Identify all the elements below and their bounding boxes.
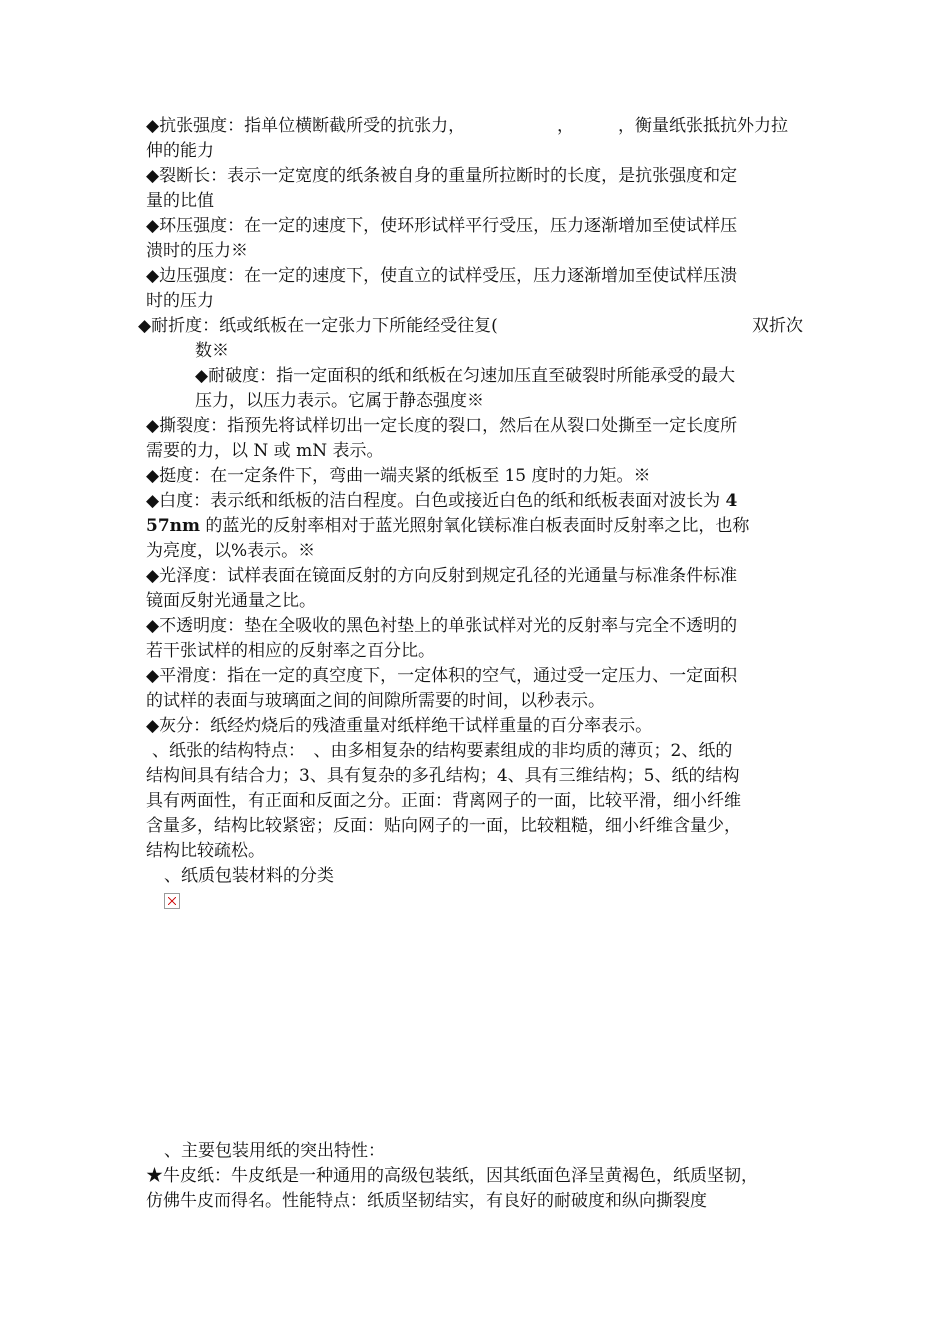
paragraph-tensile-strength-line-1 xyxy=(146,114,465,139)
paragraph-gloss-line-1: ◆光泽度：试样表面在镜面反射的方向反射到规定孔径的光通量与标准条件标准 xyxy=(146,566,738,586)
text-segment: ◆白度：表示纸和纸板的洁白程度。白色或接近白色的纸和纸板表面对波长为 xyxy=(146,491,726,511)
text-segment: 的蓝光的反射率相对于蓝光照射氧化镁标准白板表面时反射率之比，也称 xyxy=(200,516,750,536)
paragraph-burst-strength-line-1: ◆耐破度：指一定面积的纸和纸板在匀速加压直至破裂时所能承受的最大 xyxy=(195,366,736,386)
paragraph-whiteness-line-2 xyxy=(146,514,749,539)
text-segment-bold: 57nm xyxy=(146,516,201,536)
paragraph-edge-crush-line-1: ◆边压强度：在一定的速度下，使直立的试样受压，压力逐渐增加至使试样压溃 xyxy=(146,266,738,286)
section-heading-packaging-classification: 、纸质包装材料的分类 xyxy=(164,866,334,886)
text-segment: ，衡量纸张抵抗外力拉 xyxy=(618,116,788,136)
paragraph-smoothness-line-2: 的试样的表面与玻璃面之间的间隙所需要的时间，以秒表示。 xyxy=(146,691,605,711)
paragraph-kraft-paper-line-1: ★牛皮纸：牛皮纸是一种通用的高级包装纸，因其纸面色泽呈黄褐色，纸质坚韧， xyxy=(146,1166,758,1186)
paragraph-smoothness-line-1: ◆平滑度：指在一定的真空度下，一定体积的空气，通过受一定压力、一定面积 xyxy=(146,666,738,686)
paragraph-whiteness-line-1 xyxy=(146,489,737,514)
paragraph-kraft-paper-line-2: 仿佛牛皮而得名。性能特点：纸质坚韧结实，有良好的耐破度和纵向撕裂度 xyxy=(146,1191,707,1211)
text-segment: 双折次 xyxy=(752,316,803,336)
paragraph-ash-content: ◆灰分：纸经灼烧后的残渣重量对纸样绝干试样重量的百分率表示。 xyxy=(146,716,653,736)
section-heading-packaging-paper-properties: 、主要包装用纸的突出特性： xyxy=(164,1141,385,1161)
text-segment: ◆抗张强度：指单位横断截所受的抗张力， xyxy=(146,116,466,136)
paragraph-whiteness-line-3: 为亮度，以%表示。※ xyxy=(146,541,316,561)
broken-image-icon xyxy=(164,893,180,909)
paragraph-tensile-strength-line-2: 伸的能力 xyxy=(146,141,214,161)
paragraph-tear-strength-line-1: ◆撕裂度：指预先将试样切出一定长度的裂口，然后在从裂口处撕至一定长度所 xyxy=(146,416,738,436)
text-segment: ， xyxy=(557,116,574,136)
paragraph-paper-structure-line-1: 、纸张的结构特点： 、由多相复杂的结构要素组成的非均质的薄页；2、纸的 xyxy=(152,741,733,761)
paragraph-breaking-length-line-1: ◆裂断长：表示一定宽度的纸条被自身的重量所拉断时的长度，是抗张强度和定 xyxy=(146,166,738,186)
paragraph-folding-endurance-line-2: 数※ xyxy=(195,341,229,361)
paragraph-tear-strength-line-2: 需要的力，以 N 或 mN 表示。 xyxy=(146,441,384,461)
paragraph-ring-crush-line-1: ◆环压强度：在一定的速度下，使环形试样平行受压，压力逐渐增加至使试样压 xyxy=(146,216,738,236)
paragraph-ring-crush-line-2: 溃时的压力※ xyxy=(146,241,248,261)
paragraph-paper-structure-line-4: 含量多，结构比较紧密；反面：贴向网子的一面，比较粗糙，细小纤维含量少， xyxy=(146,816,741,836)
paragraph-opacity-line-2: 若干张试样的相应的反射率之百分比。 xyxy=(146,641,435,661)
paragraph-stiffness: ◆挺度：在一定条件下，弯曲一端夹紧的纸板至 15 度时的力矩。※ xyxy=(146,466,651,486)
paragraph-edge-crush-line-2: 时的压力 xyxy=(146,291,214,311)
paragraph-opacity-line-1: ◆不透明度：垫在全吸收的黑色衬垫上的单张试样对光的反射率与完全不透明的 xyxy=(146,616,738,636)
paragraph-folding-endurance-line-1: ◆耐折度：纸或纸板在一定张力下所能经受往复( xyxy=(138,316,498,336)
text-segment-bold: 4 xyxy=(725,491,738,511)
paragraph-paper-structure-line-5: 结构比较疏松。 xyxy=(146,841,265,861)
paragraph-breaking-length-line-2: 量的比值 xyxy=(146,191,214,211)
paragraph-paper-structure-line-2: 结构间具有结合力；3、具有复杂的多孔结构；4、具有三维结构；5、纸的结构 xyxy=(146,766,740,786)
paragraph-paper-structure-line-3: 具有两面性，有正面和反面之分。正面：背离网子的一面，比较平滑，细小纤维 xyxy=(146,791,741,811)
paragraph-gloss-line-2: 镜面反射光通量之比。 xyxy=(146,591,316,611)
paragraph-burst-strength-line-2: 压力，以压力表示。它属于静态强度※ xyxy=(195,391,484,411)
